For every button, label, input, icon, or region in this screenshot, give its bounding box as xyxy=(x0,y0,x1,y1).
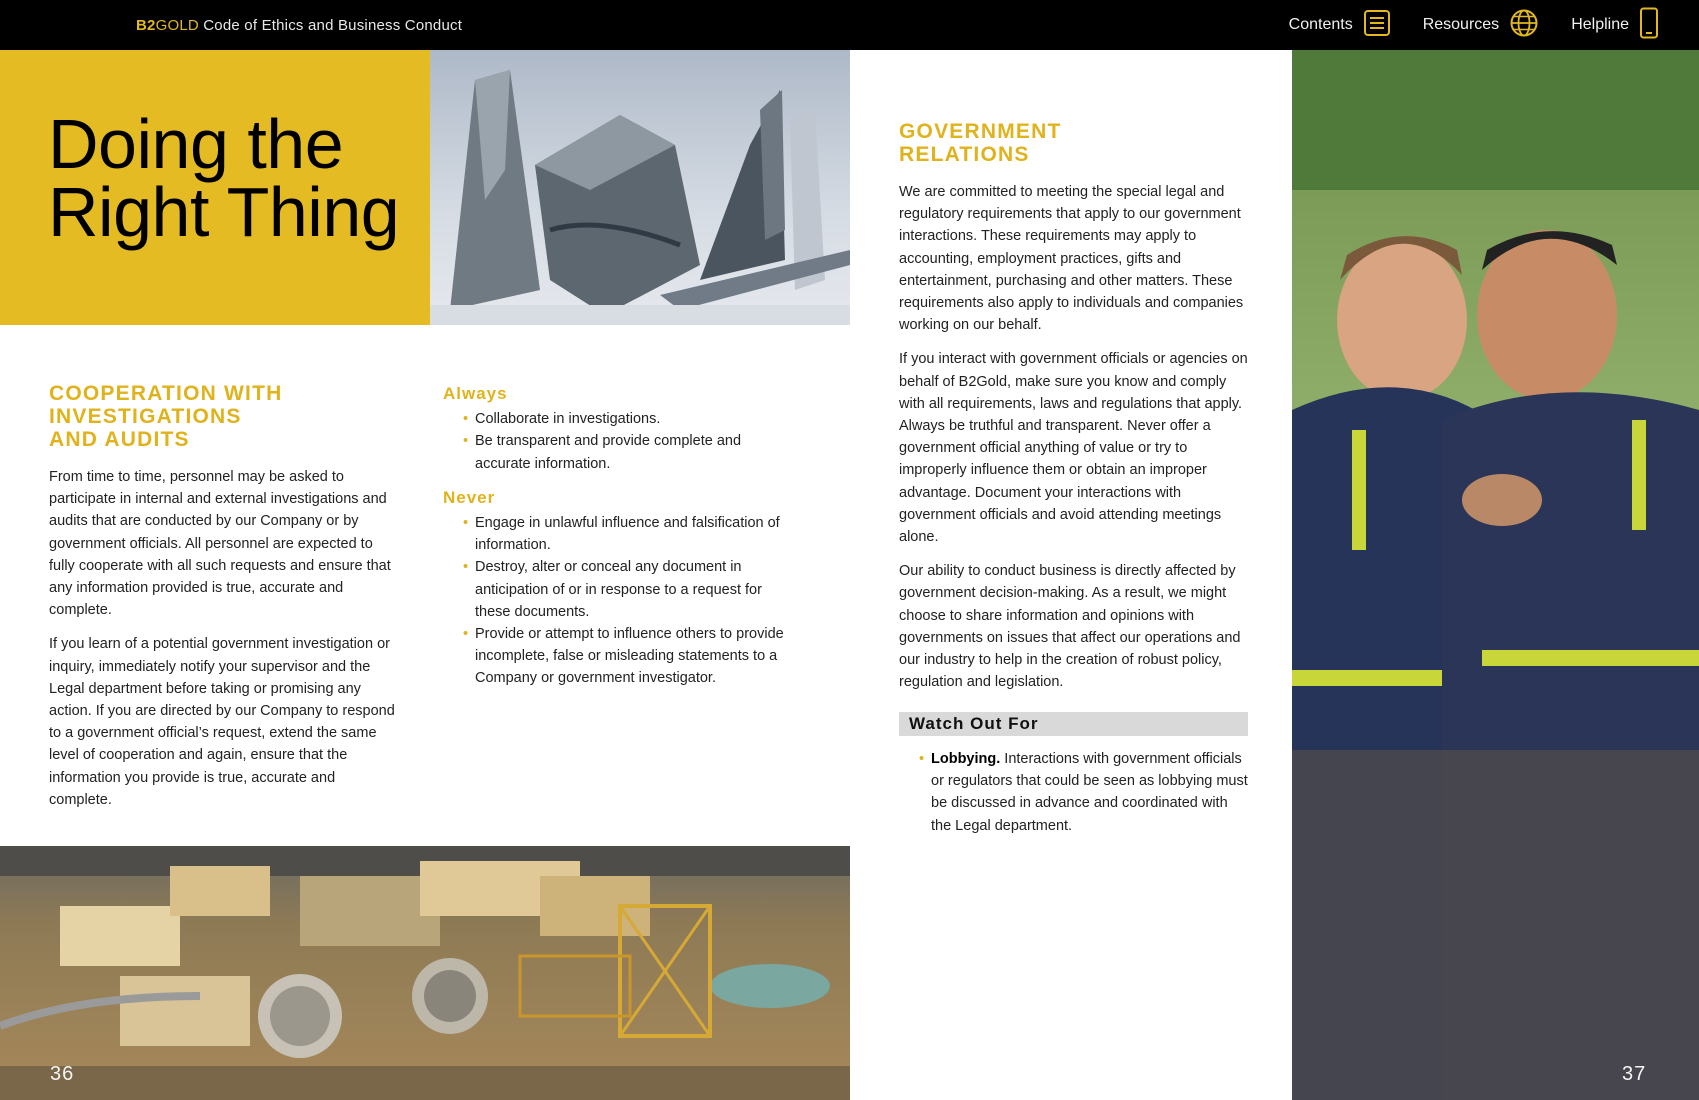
rock-samples-photo xyxy=(430,50,850,325)
cooperation-body xyxy=(49,466,399,823)
always-never-column xyxy=(443,383,793,702)
watch-out-list xyxy=(899,748,1251,837)
cooperation-heading-line-3: AND AUDITS xyxy=(49,428,190,451)
page-number-left: 36 xyxy=(50,1063,75,1085)
list-icon xyxy=(1363,9,1391,42)
list-item: • Collaborate in investigations. xyxy=(443,408,793,430)
phone-icon xyxy=(1639,7,1659,44)
top-bar xyxy=(0,0,1699,50)
nav-contents-label: Contents xyxy=(1288,16,1353,33)
cooperation-heading xyxy=(49,382,389,451)
document-title: Code of Ethics and Business Conduct xyxy=(203,17,463,34)
cooperation-heading-line-2: INVESTIGATIONS xyxy=(49,405,242,428)
list-item: • Be transparent and provide complete and accurate information. xyxy=(443,430,793,474)
title-line-1: Doing the xyxy=(48,105,344,183)
government-paragraph: If you interact with government officials or agencies on behalf of B2Gold, make sure you know and comply with all requirements, laws and regulations that apply. Always be truthful and transparent. Never offer a government official anything of value or try to improperly influence them or obtain an improper advantage. Document your interactions with government officials and avoid attending meetings alone. xyxy=(899,351,1248,546)
cooperation-paragraph: From time to time, personnel may be asked to participate in internal and external investigations and audits that are conducted by our Company or by government officials. All personnel are expected to fully cooperate with all such requests and ensure that any information provided is true, accurate and complete. xyxy=(49,469,391,619)
government-paragraph: We are committed to meeting the special legal and regulatory requirements that apply to our government interactions. These requirements may apply to accounting, employment practices, gifts and entertainment, purchasing and other matters. These requirements also apply to individuals and companies working on our behalf. xyxy=(899,184,1244,334)
nav-helpline[interactable] xyxy=(1571,7,1659,44)
cooperation-paragraph: If you learn of a potential government investigation or inquiry, immediately notify your supervisor and the Legal department before taking or promising any action. If you are directed by our Company to respond to a government official’s request, extend the same level of cooperation and again, ensure that the information you provide is true, accurate and complete. xyxy=(49,636,395,808)
list-item: • Destroy, alter or conceal any document in anticipation of or in response to a request for these documents. xyxy=(443,556,793,623)
government-paragraph: Our ability to conduct business is directly affected by government decision-making. As a result, we might choose to share information and opinions with governments on issues that affect our operations and our industry to help in the creation of robust policy, regulation and legislation. xyxy=(899,563,1241,691)
nav-resources[interactable] xyxy=(1423,8,1539,43)
workers-photo xyxy=(1292,50,1699,1100)
list-item: • Engage in unlawful influence and falsification of information. xyxy=(443,512,793,556)
brand-b2: B2 xyxy=(136,17,156,34)
brand-header xyxy=(136,17,462,34)
nav-contents[interactable] xyxy=(1289,9,1391,42)
processing-plant-photo xyxy=(0,846,850,1100)
watch-out-heading: Watch Out For xyxy=(909,714,1039,733)
government-relations-heading xyxy=(899,120,1239,166)
list-item xyxy=(899,748,1251,837)
top-nav xyxy=(1289,0,1699,50)
nav-helpline-label: Helpline xyxy=(1571,16,1629,33)
list-item: • Provide or attempt to influence others to provide incomplete, false or misleading statements to a Company or government investigator. xyxy=(443,623,793,690)
always-list xyxy=(443,408,793,475)
title-line-2: Right Thing xyxy=(48,173,400,251)
always-heading: Always xyxy=(443,384,508,403)
government-heading-line-2: RELATIONS xyxy=(899,143,1030,166)
page-number-right: 37 xyxy=(1622,1063,1647,1085)
page-title xyxy=(48,105,400,251)
never-heading: Never xyxy=(443,487,496,507)
watch-item-lead: Lobbying. xyxy=(931,751,1001,767)
brand-gold: GOLD xyxy=(155,17,199,34)
nav-resources-label: Resources xyxy=(1422,16,1500,33)
watch-out-bar xyxy=(899,712,1248,736)
cooperation-heading-line-1: COOPERATION WITH xyxy=(49,382,283,405)
never-list xyxy=(443,512,793,690)
globe-icon xyxy=(1509,8,1539,43)
government-relations-body xyxy=(899,181,1251,705)
watch-item-text: Interactions with government officials or regulators that could be seen as lobbying must be discussed in advance and coordinated with the Legal department. xyxy=(931,751,1248,834)
government-heading-line-1: GOVERNMENT xyxy=(899,120,1062,143)
